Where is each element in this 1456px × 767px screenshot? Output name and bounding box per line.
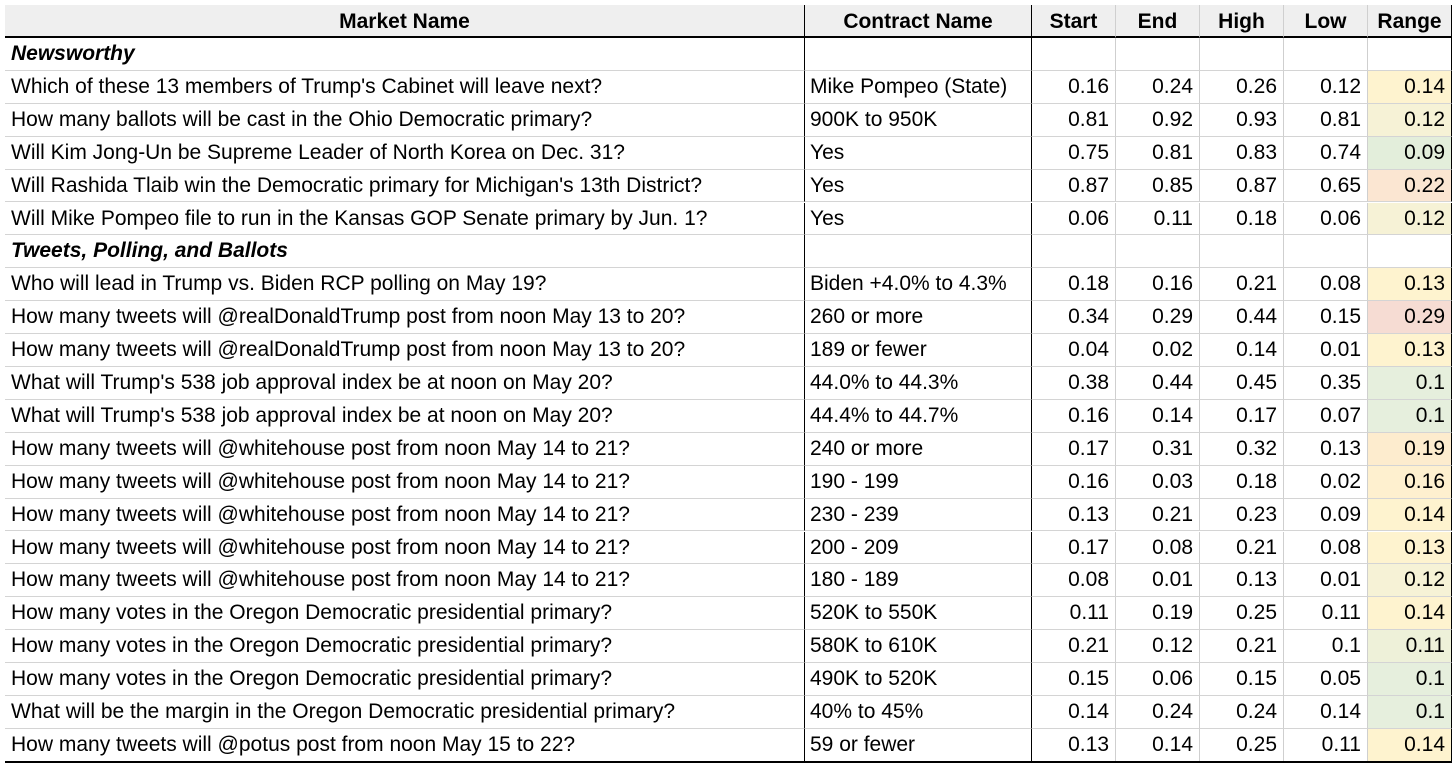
cell-contract-name[interactable]: 190 - 199	[805, 466, 1032, 499]
cell-range[interactable]: 0.19	[1368, 433, 1452, 466]
cell-end[interactable]: 0.92	[1116, 104, 1200, 137]
cell-end[interactable]: 0.03	[1116, 466, 1200, 499]
cell-market-name[interactable]: Will Kim Jong-Un be Supreme Leader of North Korea on Dec. 31?	[5, 137, 805, 170]
cell-start[interactable]: 0.18	[1032, 268, 1116, 301]
cell-market-name[interactable]: Will Rashida Tlaib win the Democratic primary for Michigan's 13th District?	[5, 170, 805, 203]
cell-start[interactable]: 0.17	[1032, 433, 1116, 466]
cell-range[interactable]: 0.13	[1368, 268, 1452, 301]
cell-range[interactable]: 0.13	[1368, 532, 1452, 565]
cell-low[interactable]: 0.1	[1284, 630, 1368, 663]
cell-range[interactable]	[1368, 38, 1452, 71]
cell-high[interactable]: 0.83	[1200, 137, 1284, 170]
cell-market-name[interactable]: How many tweets will @whitehouse post from noon May 14 to 21?	[5, 564, 805, 597]
cell-end[interactable]: 0.02	[1116, 334, 1200, 367]
cell-range[interactable]: 0.1	[1368, 663, 1452, 696]
header-high[interactable]: High	[1200, 5, 1284, 38]
cell-contract-name[interactable]: 44.0% to 44.3%	[805, 367, 1032, 400]
cell-low[interactable]: 0.15	[1284, 301, 1368, 334]
cell-market-name[interactable]: Which of these 13 members of Trump's Cabinet will leave next?	[5, 71, 805, 104]
table-row	[5, 696, 1452, 729]
cell-start[interactable]: 0.17	[1032, 532, 1116, 565]
cell-high[interactable]: 0.25	[1200, 729, 1284, 762]
cell-end[interactable]: 0.24	[1116, 71, 1200, 104]
cell-high[interactable]: 0.32	[1200, 433, 1284, 466]
cell-market-name[interactable]: How many tweets will @whitehouse post from noon May 14 to 21?	[5, 433, 805, 466]
table-row	[5, 729, 1452, 762]
cell-contract-name[interactable]: 260 or more	[805, 301, 1032, 334]
cell-start[interactable]	[1032, 235, 1116, 268]
cell-range[interactable]: 0.14	[1368, 71, 1452, 104]
cell-low[interactable]: 0.08	[1284, 268, 1368, 301]
cell-end[interactable]: 0.85	[1116, 170, 1200, 203]
cell-range[interactable]: 0.14	[1368, 499, 1452, 532]
cell-end[interactable]	[1116, 38, 1200, 71]
cell-market-name[interactable]: What will Trump's 538 job approval index be at noon on May 20?	[5, 367, 805, 400]
cell-contract-name[interactable]: 240 or more	[805, 433, 1032, 466]
cell-start[interactable]: 0.16	[1032, 400, 1116, 433]
cell-range[interactable]: 0.11	[1368, 630, 1452, 663]
cell-start[interactable]: 0.15	[1032, 663, 1116, 696]
cell-range[interactable]: 0.29	[1368, 301, 1452, 334]
table-row	[5, 367, 1452, 400]
cell-market-name[interactable]: How many votes in the Oregon Democratic presidential primary?	[5, 630, 805, 663]
table-row	[5, 499, 1452, 532]
cell-range[interactable]: 0.12	[1368, 104, 1452, 137]
header-row	[5, 5, 1452, 38]
cell-contract-name[interactable]: Yes	[805, 170, 1032, 203]
cell-range[interactable]: 0.1	[1368, 696, 1452, 729]
cell-start[interactable]: 0.16	[1032, 466, 1116, 499]
table-row	[5, 564, 1452, 597]
cell-start[interactable]: 0.16	[1032, 71, 1116, 104]
header-market-name[interactable]: Market Name	[5, 5, 805, 38]
cell-contract-name[interactable]	[805, 235, 1032, 268]
cell-end[interactable]: 0.24	[1116, 696, 1200, 729]
cell-market-name[interactable]: How many tweets will @whitehouse post from noon May 14 to 21?	[5, 466, 805, 499]
cell-high[interactable]: 0.93	[1200, 104, 1284, 137]
cell-low[interactable]: 0.01	[1284, 334, 1368, 367]
cell-start[interactable]: 0.13	[1032, 499, 1116, 532]
cell-high[interactable]: 0.15	[1200, 663, 1284, 696]
cell-contract-name[interactable]: Yes	[805, 203, 1032, 236]
cell-low[interactable]: 0.65	[1284, 170, 1368, 203]
table-row	[5, 630, 1452, 663]
cell-market-name[interactable]: Will Mike Pompeo file to run in the Kansas GOP Senate primary by Jun. 1?	[5, 203, 805, 236]
cell-low[interactable]: 0.07	[1284, 400, 1368, 433]
cell-high[interactable]: 0.18	[1200, 466, 1284, 499]
cell-contract-name[interactable]: 44.4% to 44.7%	[805, 400, 1032, 433]
cell-start[interactable]: 0.81	[1032, 104, 1116, 137]
table-row	[5, 170, 1452, 203]
cell-market-name[interactable]: Who will lead in Trump vs. Biden RCP polling on May 19?	[5, 268, 805, 301]
header-contract-name[interactable]: Contract Name	[805, 5, 1032, 38]
cell-contract-name[interactable]: Mike Pompeo (State)	[805, 71, 1032, 104]
cell-market-name[interactable]: How many ballots will be cast in the Ohio Democratic primary?	[5, 104, 805, 137]
cell-high[interactable]: 0.23	[1200, 499, 1284, 532]
cell-high[interactable]: 0.13	[1200, 564, 1284, 597]
cell-low[interactable]	[1284, 38, 1368, 71]
cell-market-name[interactable]: How many tweets will @potus post from noon May 15 to 22?	[5, 729, 805, 762]
cell-high[interactable]: 0.25	[1200, 597, 1284, 630]
cell-end[interactable]: 0.16	[1116, 268, 1200, 301]
cell-contract-name[interactable]: 180 - 189	[805, 564, 1032, 597]
cell-market-name[interactable]: What will Trump's 538 job approval index be at noon on May 20?	[5, 400, 805, 433]
cell-contract-name[interactable]: 900K to 950K	[805, 104, 1032, 137]
table-row	[5, 663, 1452, 696]
cell-start[interactable]: 0.11	[1032, 597, 1116, 630]
section-header-row	[5, 38, 1452, 71]
header-low[interactable]: Low	[1284, 5, 1368, 38]
cell-end[interactable]: 0.29	[1116, 301, 1200, 334]
cell-end[interactable]: 0.12	[1116, 630, 1200, 663]
cell-low[interactable]: 0.12	[1284, 71, 1368, 104]
cell-high[interactable]: 0.44	[1200, 301, 1284, 334]
cell-low[interactable]: 0.35	[1284, 367, 1368, 400]
cell-market-name[interactable]: How many votes in the Oregon Democratic presidential primary?	[5, 597, 805, 630]
table-row	[5, 203, 1452, 236]
cell-range[interactable]: 0.09	[1368, 137, 1452, 170]
table-row	[5, 301, 1452, 334]
cell-range[interactable]: 0.1	[1368, 400, 1452, 433]
cell-high[interactable]: 0.87	[1200, 170, 1284, 203]
cell-contract-name[interactable]: 59 or fewer	[805, 729, 1032, 762]
cell-low[interactable]: 0.08	[1284, 532, 1368, 565]
cell-low[interactable]: 0.81	[1284, 104, 1368, 137]
table-row	[5, 334, 1452, 367]
cell-range[interactable]: 0.16	[1368, 466, 1452, 499]
section-title[interactable]: Newsworthy	[5, 38, 805, 71]
cell-start[interactable]: 0.06	[1032, 203, 1116, 236]
table-row	[5, 71, 1452, 104]
cell-high[interactable]: 0.24	[1200, 696, 1284, 729]
cell-range[interactable]	[1368, 235, 1452, 268]
cell-low[interactable]: 0.14	[1284, 696, 1368, 729]
cell-high[interactable]	[1200, 38, 1284, 71]
cell-start[interactable]: 0.87	[1032, 170, 1116, 203]
section-header-row	[5, 235, 1452, 268]
table-row	[5, 400, 1452, 433]
cell-contract-name[interactable]: 40% to 45%	[805, 696, 1032, 729]
header-end[interactable]: End	[1116, 5, 1200, 38]
cell-low[interactable]: 0.05	[1284, 663, 1368, 696]
cell-contract-name[interactable]	[805, 38, 1032, 71]
table-bottom-border	[5, 761, 1452, 763]
cell-start[interactable]: 0.21	[1032, 630, 1116, 663]
cell-low[interactable]: 0.06	[1284, 203, 1368, 236]
cell-contract-name[interactable]: 200 - 209	[805, 532, 1032, 565]
cell-contract-name[interactable]: 520K to 550K	[805, 597, 1032, 630]
cell-contract-name[interactable]: 230 - 239	[805, 499, 1032, 532]
cell-range[interactable]: 0.14	[1368, 729, 1452, 762]
cell-range[interactable]: 0.1	[1368, 367, 1452, 400]
cell-start[interactable]: 0.08	[1032, 564, 1116, 597]
cell-market-name[interactable]: How many tweets will @whitehouse post from noon May 14 to 21?	[5, 499, 805, 532]
cell-high[interactable]: 0.21	[1200, 532, 1284, 565]
cell-high[interactable]: 0.17	[1200, 400, 1284, 433]
cell-range[interactable]: 0.12	[1368, 203, 1452, 236]
cell-high[interactable]: 0.45	[1200, 367, 1284, 400]
cell-end[interactable]: 0.01	[1116, 564, 1200, 597]
cell-range[interactable]: 0.14	[1368, 597, 1452, 630]
cell-market-name[interactable]: How many tweets will @realDonaldTrump post from noon May 13 to 20?	[5, 334, 805, 367]
cell-high[interactable]: 0.14	[1200, 334, 1284, 367]
header-range[interactable]: Range	[1368, 5, 1452, 38]
table-row	[5, 466, 1452, 499]
table-row	[5, 137, 1452, 170]
cell-start[interactable]: 0.34	[1032, 301, 1116, 334]
cell-end[interactable]: 0.81	[1116, 137, 1200, 170]
cell-end[interactable]: 0.44	[1116, 367, 1200, 400]
cell-start[interactable]: 0.75	[1032, 137, 1116, 170]
cell-market-name[interactable]: How many tweets will @whitehouse post from noon May 14 to 21?	[5, 532, 805, 565]
cell-low[interactable]: 0.74	[1284, 137, 1368, 170]
cell-low[interactable]: 0.09	[1284, 499, 1368, 532]
table-row	[5, 268, 1452, 301]
cell-end[interactable]: 0.21	[1116, 499, 1200, 532]
cell-market-name[interactable]: What will be the margin in the Oregon Democratic presidential primary?	[5, 696, 805, 729]
cell-contract-name[interactable]: Biden +4.0% to 4.3%	[805, 268, 1032, 301]
cell-contract-name[interactable]: 580K to 610K	[805, 630, 1032, 663]
cell-contract-name[interactable]: 189 or fewer	[805, 334, 1032, 367]
cell-low[interactable]: 0.02	[1284, 466, 1368, 499]
cell-start[interactable]: 0.14	[1032, 696, 1116, 729]
cell-high[interactable]: 0.21	[1200, 268, 1284, 301]
cell-low[interactable]: 0.13	[1284, 433, 1368, 466]
cell-end[interactable]: 0.31	[1116, 433, 1200, 466]
cell-low[interactable]: 0.11	[1284, 597, 1368, 630]
cell-low[interactable]: 0.01	[1284, 564, 1368, 597]
cell-range[interactable]: 0.22	[1368, 170, 1452, 203]
cell-market-name[interactable]: How many votes in the Oregon Democratic presidential primary?	[5, 663, 805, 696]
section-title[interactable]: Tweets, Polling, and Ballots	[5, 235, 805, 268]
header-start[interactable]: Start	[1032, 5, 1116, 38]
cell-high[interactable]: 0.18	[1200, 203, 1284, 236]
cell-start[interactable]: 0.13	[1032, 729, 1116, 762]
cell-low[interactable]: 0.11	[1284, 729, 1368, 762]
table-row	[5, 597, 1452, 630]
cell-start[interactable]	[1032, 38, 1116, 71]
cell-end[interactable]	[1116, 235, 1200, 268]
cell-start[interactable]: 0.38	[1032, 367, 1116, 400]
cell-high[interactable]: 0.21	[1200, 630, 1284, 663]
cell-range[interactable]: 0.13	[1368, 334, 1452, 367]
cell-range[interactable]: 0.12	[1368, 564, 1452, 597]
cell-high[interactable]	[1200, 235, 1284, 268]
cell-end[interactable]: 0.08	[1116, 532, 1200, 565]
cell-end[interactable]: 0.11	[1116, 203, 1200, 236]
cell-end[interactable]: 0.14	[1116, 400, 1200, 433]
table-row	[5, 104, 1452, 137]
cell-low[interactable]	[1284, 235, 1368, 268]
cell-end[interactable]: 0.19	[1116, 597, 1200, 630]
table-row	[5, 532, 1452, 565]
cell-contract-name[interactable]: Yes	[805, 137, 1032, 170]
table-row	[5, 433, 1452, 466]
cell-end[interactable]: 0.14	[1116, 729, 1200, 762]
cell-end[interactable]: 0.06	[1116, 663, 1200, 696]
cell-high[interactable]: 0.26	[1200, 71, 1284, 104]
cell-contract-name[interactable]: 490K to 520K	[805, 663, 1032, 696]
cell-start[interactable]: 0.04	[1032, 334, 1116, 367]
cell-market-name[interactable]: How many tweets will @realDonaldTrump post from noon May 13 to 20?	[5, 301, 805, 334]
